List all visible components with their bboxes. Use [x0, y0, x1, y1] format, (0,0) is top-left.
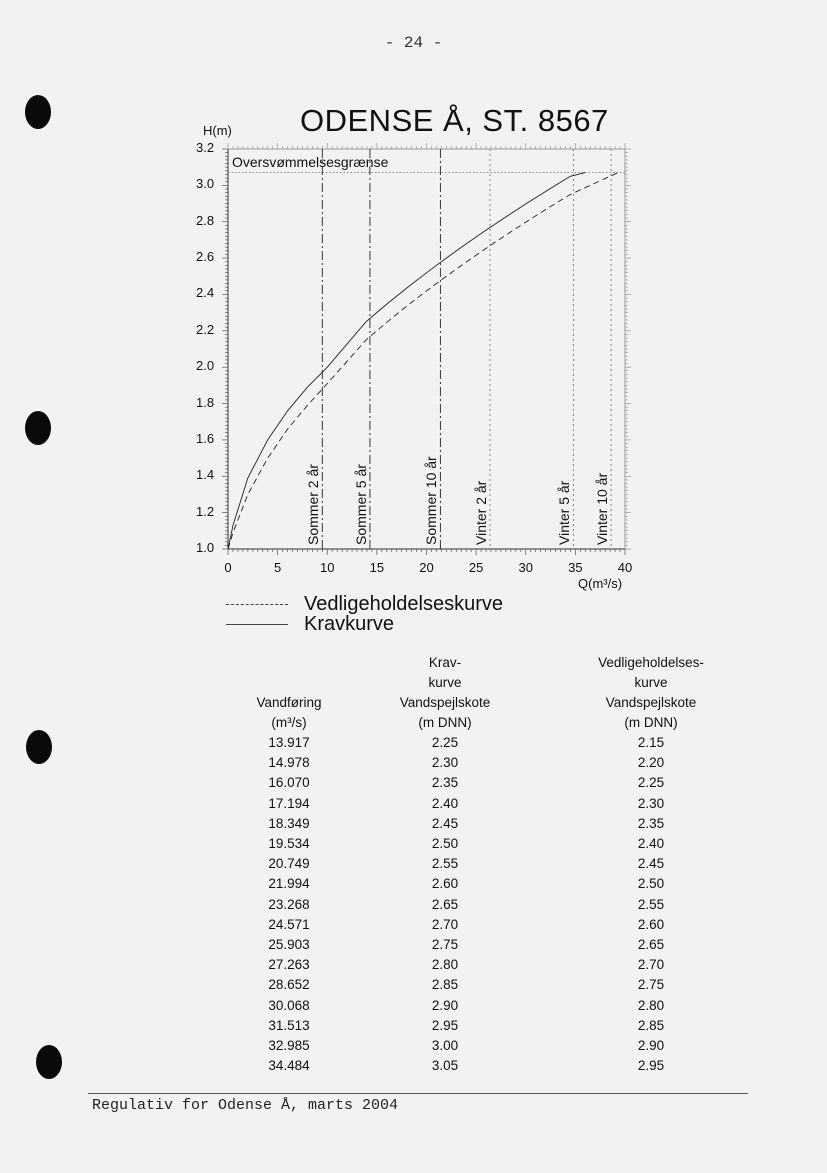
x-tick-label: 15: [369, 560, 385, 575]
table-cell: 2.65: [431, 896, 459, 912]
table-cell: [560, 975, 584, 995]
table-cell: 2.25: [431, 735, 459, 750]
table-cell: 27.263: [268, 957, 310, 973]
y-tick-label: 3.0: [196, 176, 215, 192]
table-cell: 34.484: [268, 1058, 310, 1074]
table-row: [248, 915, 718, 935]
requirement-curve-line: [228, 173, 585, 549]
table-cell: 3.05: [431, 1058, 459, 1074]
flow-header: Vandføring (m³/s): [256, 695, 322, 730]
table-row: [248, 854, 718, 874]
table-cell: 2.25: [637, 775, 665, 791]
reference-line-label: Vinter 2 år: [473, 480, 490, 545]
table-cell: [560, 1016, 584, 1036]
table-cell: 32.985: [268, 1038, 310, 1054]
table-row: [248, 814, 718, 834]
y-tick-label: 1.6: [196, 430, 215, 446]
y-axis-label: H(m): [203, 123, 232, 138]
table-cell: 2.35: [431, 775, 459, 791]
table-row: [248, 935, 718, 955]
table-row: [248, 895, 718, 915]
table-cell: 2.75: [637, 977, 665, 993]
table-cell: 2.55: [637, 896, 665, 912]
table-cell: 2.70: [637, 957, 665, 973]
table-cell: 14.978: [268, 755, 310, 771]
table-cell: 2.40: [637, 836, 665, 852]
table-cell: [560, 834, 584, 854]
chart-title: ODENSE Å, ST. 8567: [300, 103, 609, 138]
table-cell: 2.45: [637, 856, 665, 872]
punch-hole: [26, 730, 52, 764]
table-cell: 21.994: [268, 876, 310, 892]
table-row: [248, 733, 718, 753]
reference-line-label: Sommer 10 år: [423, 456, 440, 545]
vedl-header: Vedligeholdelses- kurve: [598, 655, 704, 690]
krav-header: Krav- kurve: [428, 655, 462, 690]
table-cell: 18.349: [268, 815, 310, 831]
x-tick-label: 5: [274, 560, 282, 575]
table-cell: 30.068: [268, 997, 310, 1013]
table-cell: [560, 794, 584, 814]
legend-item-requirement-curve: [226, 613, 394, 636]
table-row: [248, 773, 718, 793]
y-tick-label: 2.0: [196, 358, 215, 374]
table-cell: 2.95: [431, 1017, 459, 1033]
stage-discharge-table: [248, 653, 718, 1076]
table-cell: 2.15: [637, 735, 665, 750]
y-tick-label: 2.2: [196, 321, 215, 337]
table-cell: [560, 773, 584, 793]
table-cell: [560, 935, 584, 955]
table-cell: 23.268: [268, 896, 310, 912]
table-cell: [560, 854, 584, 874]
reference-line-label: Vinter 10 år: [594, 472, 611, 545]
krav-level-header: Vandspejlskote (m DNN): [399, 695, 491, 730]
x-axis-label: Q(m³/s): [578, 576, 623, 591]
y-tick-label: 2.6: [196, 249, 215, 265]
x-tick-label: 40: [617, 560, 633, 575]
table-cell: 2.40: [431, 795, 459, 811]
flood-limit-label: Oversvømmelsesgrænse: [232, 154, 389, 170]
table-row: [248, 955, 718, 975]
table-cell: [560, 955, 584, 975]
table-cell: 19.534: [268, 836, 310, 852]
table-cell: [560, 753, 584, 773]
table-header-row-1: [248, 653, 718, 693]
footer-rule: [88, 1093, 748, 1094]
table-cell: 2.50: [637, 876, 665, 892]
table-cell: 25.903: [268, 937, 310, 953]
table-header-row-2: [248, 693, 718, 733]
table-cell: 2.85: [637, 1017, 665, 1033]
table-row: [248, 1016, 718, 1036]
vedl-level-header: Vandspejlskote (m DNN): [605, 695, 697, 730]
table-cell: 2.65: [637, 937, 665, 953]
table-cell: 2.60: [637, 916, 665, 932]
reference-line-label: Vinter 5 år: [556, 480, 573, 545]
x-tick-label: 30: [518, 560, 533, 575]
table-cell: 2.20: [637, 755, 665, 771]
x-tick-label: 20: [419, 560, 434, 575]
table-cell: 2.35: [637, 815, 665, 831]
y-tick-label: 3.2: [196, 140, 215, 155]
legend-dashed-swatch: [226, 604, 288, 605]
table-row: [248, 794, 718, 814]
table-cell: [560, 1056, 584, 1076]
legend-label-requirement: Kravkurve: [304, 613, 395, 635]
legend-label-maintenance: Vedligeholdelseskurve: [304, 593, 504, 615]
table-cell: 24.571: [268, 916, 310, 932]
table-cell: 2.75: [431, 937, 459, 953]
legend-solid-swatch: [226, 624, 288, 625]
table-cell: 2.60: [431, 876, 459, 892]
table-cell: 2.30: [431, 755, 459, 771]
table-row: [248, 1036, 718, 1056]
y-tick-label: 1.0: [196, 540, 215, 555]
table-cell: [560, 996, 584, 1016]
footer-text: Regulativ for Odense Å, marts 2004: [92, 1097, 399, 1114]
table-row: [248, 874, 718, 894]
punch-hole: [36, 1045, 62, 1079]
page-number: - 24 -: [384, 34, 443, 52]
table-cell: 2.80: [637, 997, 665, 1013]
y-tick-label: 1.2: [196, 503, 215, 519]
table-cell: 2.90: [431, 997, 459, 1013]
x-tick-label: 35: [568, 560, 583, 575]
y-tick-label: 1.8: [196, 394, 215, 410]
table-cell: [560, 1036, 584, 1056]
table-cell: 28.652: [268, 977, 310, 993]
table-cell: 17.194: [268, 795, 310, 811]
table-cell: 31.513: [268, 1017, 310, 1033]
x-tick-label: 0: [224, 560, 232, 575]
table-cell: [560, 733, 584, 753]
table-cell: 16.070: [268, 775, 310, 791]
table-cell: 2.45: [431, 815, 459, 831]
table-cell: 2.90: [637, 1038, 665, 1054]
x-tick-label: 25: [468, 560, 484, 575]
x-tick-label: 10: [320, 560, 335, 575]
table-row: [248, 996, 718, 1016]
y-tick-label: 1.4: [196, 467, 215, 483]
table-cell: 2.85: [431, 977, 459, 993]
reference-line-label: Sommer 2 år: [305, 464, 322, 545]
table-cell: 3.00: [431, 1038, 459, 1054]
table-body: [248, 733, 718, 1076]
table-cell: [560, 895, 584, 915]
y-tick-label: 2.8: [196, 212, 215, 228]
table-row: [248, 834, 718, 854]
table-cell: 2.70: [431, 916, 459, 932]
table-cell: 2.80: [431, 957, 459, 973]
table-cell: 2.95: [637, 1058, 665, 1074]
table-row: [248, 975, 718, 995]
table-row: [248, 1056, 718, 1076]
reference-line-label: Sommer 5 år: [352, 464, 369, 545]
table-cell: 2.55: [431, 856, 459, 872]
table-cell: [560, 915, 584, 935]
table-cell: 2.50: [431, 836, 459, 852]
table-cell: [560, 814, 584, 834]
table-row: [248, 753, 718, 773]
table-cell: 13.917: [268, 735, 310, 750]
table-cell: 2.30: [637, 795, 665, 811]
y-tick-label: 2.4: [196, 285, 215, 301]
table-cell: [560, 874, 584, 894]
table-cell: 20.749: [268, 856, 310, 872]
